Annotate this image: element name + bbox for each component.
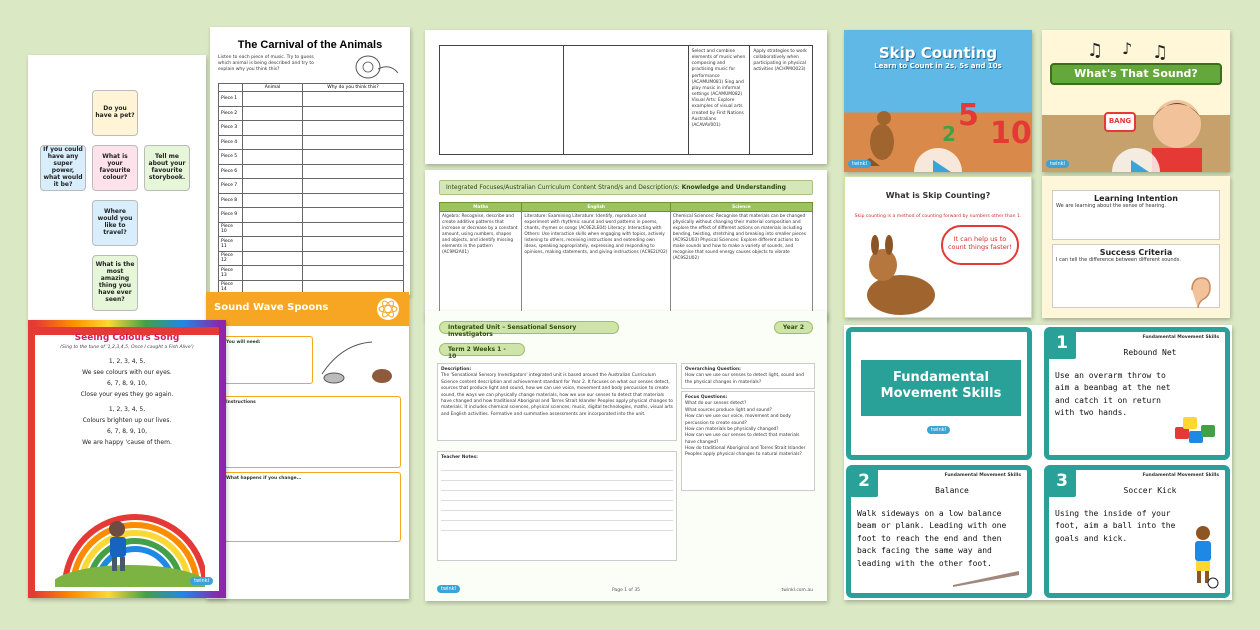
song-line: 6, 7, 8, 9, 10, bbox=[106, 428, 148, 435]
slide-text: Skip counting is a method of counting forward by numbers other than 1. bbox=[854, 214, 1022, 219]
col-maths: Maths bbox=[440, 203, 522, 212]
seeing-colours-song-sheet bbox=[28, 320, 226, 598]
song-line: 1, 2, 3, 4, 5, bbox=[108, 406, 146, 413]
movement-skills-cards bbox=[844, 325, 1232, 600]
col-science: Science bbox=[670, 203, 812, 212]
overarching-panel: Overarching Question: How can we use our senses to detect light, sound and the physical changes in materials? bbox=[681, 363, 815, 389]
card-name: Soccer Kick bbox=[1123, 486, 1177, 495]
curriculum-grid bbox=[439, 45, 813, 155]
twinkl-logo: twinkl bbox=[927, 426, 950, 434]
table-row: Piece 2 bbox=[219, 106, 404, 121]
dice-face-colour: What is your favourite colour? bbox=[92, 145, 138, 191]
hpe-cell: Apply strategies to work collaboratively when participating in physical activities (ACHPMO023) bbox=[753, 49, 807, 73]
slide-title: What is Skip Counting? bbox=[885, 191, 991, 200]
spoons-title: Sound Wave Spoons bbox=[206, 292, 409, 326]
teacher-notes-panel: Teacher Notes: bbox=[437, 451, 677, 561]
term-badge: Term 2 Weeks 1 - 10 bbox=[439, 343, 525, 356]
list-item: How can materials be physically changed? bbox=[685, 426, 779, 432]
lion-sketch-icon bbox=[350, 51, 400, 81]
card-body: Use an overarm throw to aim a beanbag at the net and catch it on return with two hands. bbox=[1055, 371, 1171, 418]
kangaroo-illustration bbox=[851, 233, 941, 317]
skip-subtitle: Learn to Count in 2s, 5s and 10s bbox=[874, 62, 1002, 70]
table-row: Piece 9 bbox=[219, 208, 404, 223]
kangaroo-icon bbox=[860, 102, 904, 166]
unit-table-continuation bbox=[425, 30, 827, 164]
fms-title-card bbox=[846, 327, 1032, 460]
svg-text:♪: ♪ bbox=[1122, 39, 1133, 58]
dice-face-pet: Do you have a pet? bbox=[92, 90, 138, 136]
spoon-string-illustration bbox=[312, 334, 402, 390]
table-row: Piece 13 bbox=[219, 266, 404, 281]
twinkl-logo: twinkl bbox=[190, 577, 213, 585]
atom-icon bbox=[375, 296, 401, 322]
skip-title: Skip Counting bbox=[878, 44, 998, 62]
focus-questions-panel: Focus Questions: What do our senses detect? What sources produce light and sound? How can we use our voice, movement and body percussion to create sound? How can materials be physically changed? How can we use our senses to detect that materials have changed? How do traditional Aboriginal and Torres Strait Islander Peoples apply physical changes to natural materials? bbox=[681, 391, 815, 491]
soccer-kick-card: 3 Fundamental Movement Skills Soccer Kick Using the inside of your foot, aim a ball into the goals and kick. bbox=[1044, 465, 1230, 598]
card-body: Using the inside of your foot, aim a ball into the goals and kick. bbox=[1055, 509, 1176, 543]
song-line: Colours brighten up our lives. bbox=[82, 417, 172, 424]
whats-that-sound-cover bbox=[1042, 30, 1230, 172]
song-line: We see colours with our eyes. bbox=[82, 369, 172, 376]
music-notes-icon bbox=[1082, 36, 1172, 62]
carnival-title: The Carnival of the Animals bbox=[237, 39, 383, 51]
table-row: Piece 4 bbox=[219, 135, 404, 150]
carnival-intro: Listen to each piece of music. Try to guess which animal is being described and try to explain why you think this? bbox=[218, 55, 314, 72]
unit-title: Integrated Unit – Sensational Sensory Investigators bbox=[439, 321, 619, 334]
play-button[interactable] bbox=[914, 148, 962, 172]
dice-face-storybook: Tell me about your favourite storybook. bbox=[144, 145, 190, 191]
song-title: Seeing Colours Song bbox=[74, 333, 180, 343]
svg-text:♫: ♫ bbox=[1087, 40, 1104, 61]
focus-table bbox=[439, 202, 813, 318]
carnival-worksheet bbox=[210, 27, 410, 295]
card-name: Rebound Net bbox=[1123, 348, 1177, 357]
col-why: Why do you think this? bbox=[303, 84, 404, 92]
table-row: Piece 3 bbox=[219, 121, 404, 136]
site-url: twinkl.com.au bbox=[781, 588, 813, 593]
table-row: Piece 6 bbox=[219, 164, 404, 179]
card-name: Balance bbox=[935, 486, 969, 495]
twinkl-logo: twinkl bbox=[1046, 160, 1069, 168]
list-item: What sources produce light and sound? bbox=[685, 407, 772, 413]
twinkl-logo: twinkl bbox=[437, 585, 460, 593]
you-will-need-box: You will need: bbox=[222, 336, 313, 384]
table-row: Piece 1 bbox=[219, 92, 404, 107]
list-item: What do our senses detect? bbox=[685, 401, 747, 407]
maths-cell: Algebra: Recognise, describe and create additive patterns that increase or decrease by a constant amount, using numbers, shapes and objects, and identify missing elements in the pattern (AC9M2A01) bbox=[440, 212, 522, 318]
dice-face-superpower: If you could have any super power, what would it be? bbox=[40, 145, 86, 191]
list-item: How can we use our senses to detect that materials have changed? bbox=[685, 433, 800, 445]
number-5: 5 bbox=[958, 98, 979, 133]
song-line: We are happy 'cause of them. bbox=[82, 439, 172, 446]
bang-label: BANG bbox=[1104, 112, 1136, 132]
science-cell: Chemical Sciences: Recognise that materials can be changed physically without changing their material composition and explore the effect of different actions on materials including bending, twisting, stretching and breaking into smaller pieces (AC9S2U03) Physical Sciences: Explore different actions to make sounds and how to make a variety of sounds, and recognise that sound energy causes objects to vibrate (AC9S2U02) bbox=[670, 212, 812, 318]
table-row: Piece 5 bbox=[219, 150, 404, 165]
year-badge: Year 2 bbox=[774, 321, 813, 334]
carnival-table bbox=[218, 83, 404, 295]
what-happens-box: What happens if you change... bbox=[222, 472, 401, 542]
dice-net-sheet bbox=[28, 55, 206, 322]
beanbags-icon bbox=[1171, 413, 1221, 449]
card-body: Walk sideways on a low balance beam or plank. Leading with one foot to reach the end and then back facing the same way and leading with the other foot. bbox=[857, 509, 1007, 568]
sound-title: What's That Sound? bbox=[1050, 63, 1222, 85]
soccer-player-icon bbox=[1185, 523, 1221, 589]
sound-wave-spoons-sheet bbox=[206, 292, 409, 599]
table-row: Piece 11 bbox=[219, 237, 404, 252]
english-cell: Literature: Examining Literature: Identify, reproduce and experiment with rhythmic sound and word patterns in poems, chants, rhymes or songs (AC9E2LE04) Literacy: Interacting with Others: Use interaction skills when engaging with topics, actively listening to others, receiving instructions and extending own ideas, speaking appropriately, expressing and responding to opinions, making statements, and giving instructions (AC9E2LY02) bbox=[522, 212, 670, 318]
fms-banner: Fundamental Movement Skills bbox=[861, 360, 1021, 416]
svg-text:♫: ♫ bbox=[1152, 42, 1169, 62]
list-item: How can we use our voice, movement and body percussion to create sound? bbox=[685, 414, 791, 426]
learning-intention-panel: Learning Intention We are learning about the sense of hearing. bbox=[1052, 190, 1220, 240]
speech-bubble: It can help us to count things faster! bbox=[941, 225, 1019, 265]
number-10: 10 bbox=[990, 116, 1032, 151]
twinkl-logo: twinkl bbox=[848, 160, 871, 168]
whats-that-sound-slide bbox=[1042, 176, 1230, 318]
song-line: 1, 2, 3, 4, 5, bbox=[108, 358, 146, 365]
table-row: Piece 14 bbox=[219, 280, 404, 295]
table-row: Piece 12 bbox=[219, 251, 404, 266]
success-criteria-panel: Success Criteria I can tell the difference between different sounds. bbox=[1052, 244, 1220, 308]
skip-counting-cover bbox=[844, 30, 1032, 172]
balance-beam-icon bbox=[951, 567, 1021, 587]
dice-face-amazing: What is the most amazing thing you have ever seen? bbox=[92, 255, 138, 311]
rainbow-boy-illustration bbox=[55, 487, 205, 587]
list-item: How do traditional Aboriginal and Torres Strait Islander Peoples apply physical changes to natural materials? bbox=[685, 446, 806, 458]
instructions-box: Instructions bbox=[222, 396, 401, 468]
table-row: Piece 10 bbox=[219, 222, 404, 237]
description-panel: Description: The 'Sensational Sensory Investigators' integrated unit is based around the Australian Curriculum Science content description and achievement standard for Year 2. It focuses on what our senses detect, sources that produce light and sound, how we can use voice, movement and body percussion to create sound, the ways we can physically change materials, how we use our senses to detect that materials have changed and how traditional Aboriginal and Torres Strait Islander Peoples apply physical changes to materials. It includes chemical sciences, physical sciences, music, digital technologies, maths, visual arts and English activities. Formative and summative assessments are incorporated into the unit. bbox=[437, 363, 677, 441]
page-number: Page 1 of 35 bbox=[611, 588, 641, 593]
table-row: Piece 8 bbox=[219, 193, 404, 208]
integrated-focuses-sheet bbox=[425, 170, 827, 320]
table-row: Piece 7 bbox=[219, 179, 404, 194]
balance-card: 2 Fundamental Movement Skills Balance Walk sideways on a low balance beam or plank. Leading with one foot to reach the end and then back facing the same way and leading with the other foot. bbox=[846, 465, 1032, 598]
integrated-unit-sheet bbox=[425, 311, 827, 601]
song-line: Close your eyes they go again. bbox=[80, 391, 174, 398]
music-visual-arts-cell: Select and combine elements of music when composing and practising music for performance (ACAMUM081) Sing and play music in informal settings (ACAMUM082) Visual Arts: Explore examples of visual arts created by First Nations Australians (ACAVAV001) bbox=[689, 46, 751, 154]
rebound-net-card: 1 Fundamental Movement Skills Rebound Net Use an overarm throw to aim a beanbag at the net and catch it on return with two hands. bbox=[1044, 327, 1230, 460]
skip-counting-slide bbox=[844, 176, 1032, 318]
ear-icon bbox=[1186, 276, 1212, 310]
focus-band: Integrated Focuses/Australian Curriculum Content Strand/s and Description/s: Knowledge and Understanding bbox=[439, 180, 813, 195]
dice-face-travel: Where would you like to travel? bbox=[92, 200, 138, 246]
col-english: English bbox=[522, 203, 670, 212]
song-line: 6, 7, 8, 9, 10, bbox=[106, 380, 148, 387]
col-animal: Animal bbox=[243, 84, 303, 92]
song-subtitle: (Sing to the tune of '1,2,3,4,5, Once I caught a Fish Alive') bbox=[60, 345, 194, 350]
number-2: 2 bbox=[942, 122, 956, 146]
